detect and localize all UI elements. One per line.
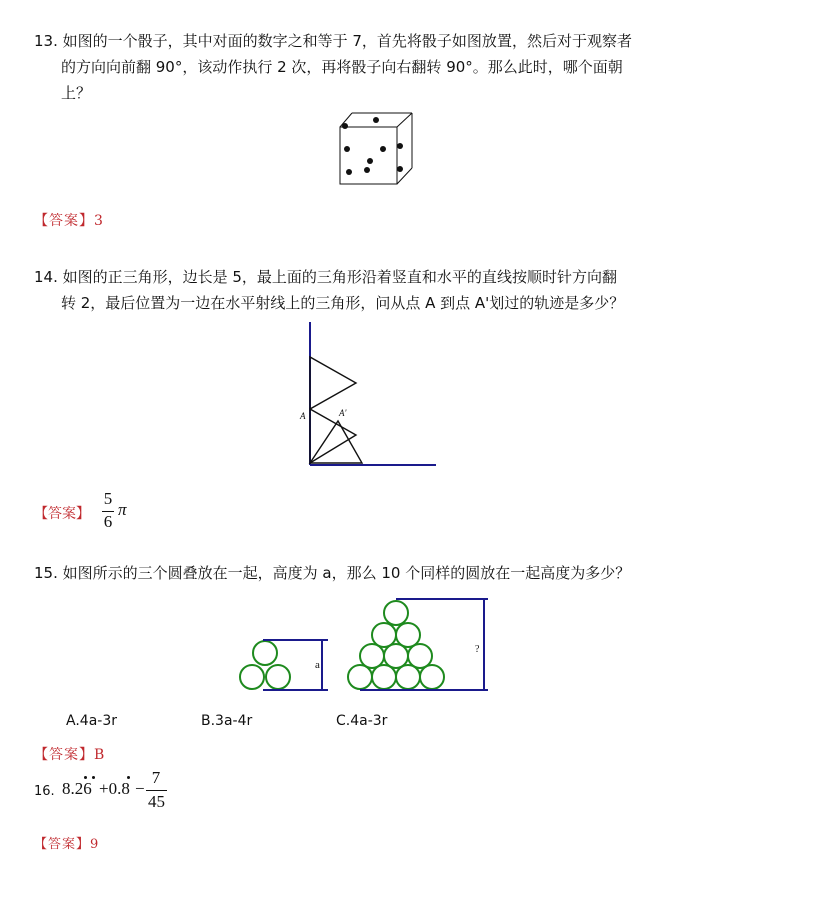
triangle-diagram (290, 320, 440, 470)
repeat-dot-6 (92, 776, 95, 779)
q13-line1: 13. 如图的一个骰子，其中对面的数字之和等于 7，首先将骰子如图放置，然后对于观察者 (34, 32, 632, 50)
answer-value: B (94, 747, 105, 763)
label-a-prime: A' (339, 408, 347, 418)
q15-option-a: A.4a-3r (66, 713, 117, 729)
q14-line2: 转 2，最后位置为一边在水平射线上的三角形，问从点 A 到点 A'划过的轨迹是多少？ (61, 294, 625, 312)
q16-expr-minus: − (135, 779, 145, 798)
repeat-dot-2 (84, 776, 87, 779)
q16-frac-num: 7 (151, 768, 161, 787)
q14-answer-label: 【答案】 (34, 506, 90, 522)
q16-expr-a: 8.26 (62, 779, 92, 798)
label-a: A (300, 411, 306, 421)
q13-line3: 上？ (61, 84, 92, 102)
q16-expr-plus: +0.8 (99, 779, 130, 798)
q14-pi: π (118, 500, 127, 519)
q14-frac-den: 6 (103, 512, 113, 531)
answer-value: 9 (90, 837, 99, 852)
q15-option-b: B.3a-4r (201, 713, 253, 729)
q16-answer (34, 833, 98, 852)
answer-label: 【答案】 (34, 747, 94, 763)
q14-frac-num: 5 (103, 489, 113, 508)
repeat-dot-8 (127, 776, 130, 779)
q16-frac-den: 45 (148, 792, 165, 811)
q16-frac-bar (146, 790, 167, 791)
q16-number: 16. (34, 784, 55, 799)
answer-label: 【答案】 (34, 213, 94, 229)
q13-answer (34, 210, 103, 230)
q15-answer (34, 744, 104, 764)
label-question: ? (475, 644, 480, 655)
q15-line1: 15. 如图所示的三个圆叠放在一起，高度为 a，那么 10 个同样的圆放在一起高度为多少？ (34, 564, 631, 582)
q15-option-c: C.4a-3r (336, 713, 388, 729)
dice-diagram (330, 105, 420, 185)
q13-line2: 的方向向前翻 90°，该动作执行 2 次，再将骰子向右翻转 90°。那么此时，哪个面朝 (61, 58, 623, 76)
q14-line1: 14. 如图的正三角形，边长是 5，最上面的三角形沿着竖直和水平的直线按顺时针方向翻 (34, 268, 617, 286)
answer-label: 【答案】 (34, 837, 91, 852)
answer-value: 3 (94, 213, 103, 229)
circles-diagram (230, 595, 500, 695)
label-a-height: a (315, 659, 320, 671)
